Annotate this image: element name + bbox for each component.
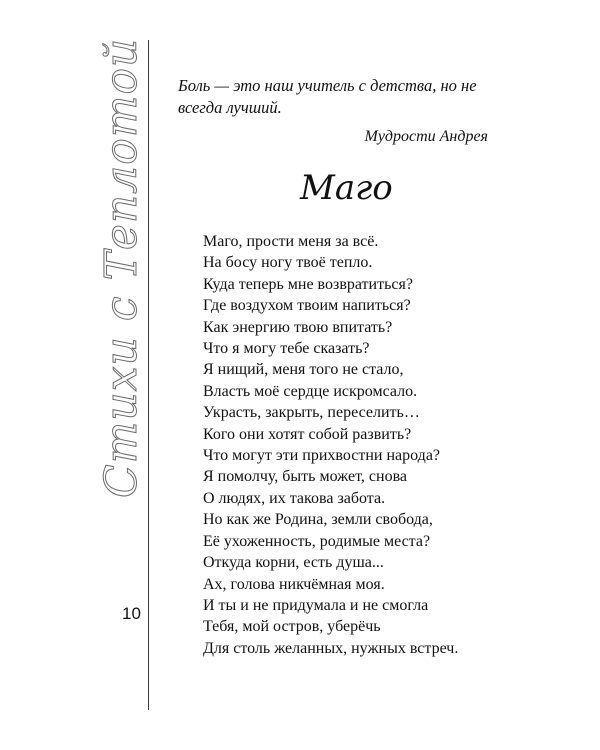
margin-rule — [148, 40, 149, 710]
poem-line: Её ухоженность, родимые места? — [203, 532, 431, 550]
poem-line: Ах, голова никчёмная моя. — [203, 575, 385, 593]
poem-line: Как энергию твою впитать? — [203, 318, 393, 336]
poem-line: Откуда корни, есть душа... — [203, 554, 384, 572]
page-number: 10 — [122, 604, 141, 623]
poem-title: Маго — [300, 168, 393, 208]
poem-line: Для столь желанных, нужных встреч. — [203, 639, 459, 657]
poem-line: На босу ногу твоё тепло. — [203, 254, 373, 272]
poem-line: Маго, прости меня за всё. — [203, 233, 379, 250]
poem-line: Кого они хотят собой развить? — [203, 425, 412, 443]
poem-line: Где воздухом твоим напиться? — [203, 297, 411, 315]
poem-line: Украсть, закрыть, переселить… — [203, 404, 420, 422]
poem-line: Я помолчу, быть может, снова — [203, 468, 408, 486]
poem-body — [203, 231, 543, 659]
poem-line: Что могут эти прихвостни народа? — [203, 447, 441, 465]
poem-line: Власть моё сердце искромсало. — [203, 382, 418, 400]
poem-line: Я нищий, меня того не стало, — [203, 361, 404, 379]
poem-line: Что я могу тебе сказать? — [203, 340, 370, 358]
epigraph-attribution: Мудрости Андрея — [364, 128, 488, 145]
poem-line: О людях, их такова забота. — [203, 489, 386, 507]
poem-line: И ты и не придумала и не смогла — [203, 596, 429, 614]
epigraph-line: всегда лучший. — [178, 98, 282, 117]
epigraph-line: Боль — это наш учитель с детства, но не — [178, 76, 477, 95]
poem-line: Тебя, мой остров, уберёчь — [203, 618, 381, 636]
poem-line: Но как же Родина, земли свобода, — [203, 511, 433, 529]
epigraph — [178, 75, 518, 119]
running-header: Стихи с Теплотой — [96, 37, 147, 498]
poem-line: Куда теперь мне возвратиться? — [203, 275, 413, 293]
